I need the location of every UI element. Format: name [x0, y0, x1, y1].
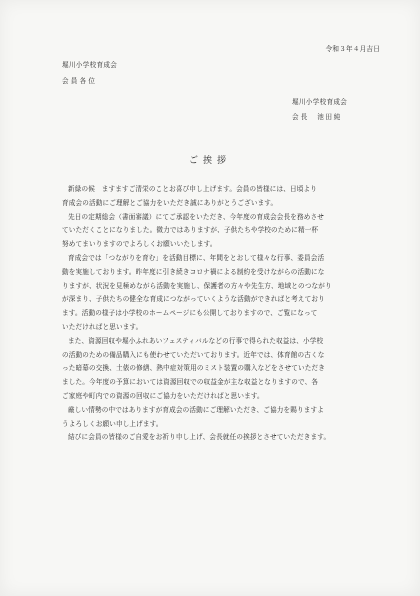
paragraph-first-line: 厳しい情勢の中ではありますが育成会の活動にご理解いただき、ご協力を賜りますよ	[68, 405, 324, 414]
paragraph-line: の活動のための備品購入にも使わせていただいております。近年では、体育館の古くな	[62, 350, 325, 359]
paragraph-first-line: 結びに会員の皆様のご自愛をお祈り申し上げ、会長就任の挨拶とさせていただきます。	[68, 433, 331, 442]
sender-signature	[292, 114, 342, 121]
paragraph-line: ます。活動の様子は小学校のホームページにも公開しておりますので、ご覧になって	[62, 309, 318, 318]
paragraph-line: ました。今年度の予算においては資源回収での収益金が主な収益となりますので、各	[62, 378, 319, 387]
paragraph-first-line: 先日の定期総会（書面審議）にてご承認をいただき、今年度の育成会会長を務めさせ	[68, 212, 324, 221]
paragraph-line: いただければと思います。	[62, 322, 143, 331]
paragraph-line: りますが、状況を見極めながら活動を実施し、保護者の方々や先生方、地域とのつながり	[62, 281, 332, 290]
letter-title: ご挨拶	[188, 156, 231, 166]
sender-organization: 堀川小学校育成会	[292, 98, 348, 106]
paragraph-line: 育成会の活動にご理解とご協力をいただき誠にありがとうございます。	[62, 198, 278, 207]
paragraph-first-line: 育成会では「つながりを育む」を活動目標に、年間をとおして様々な行事、委員会活	[68, 253, 325, 262]
sender-role: 会長	[292, 113, 310, 121]
paragraph-line: ご家庭や町内での資源の回収にご協力をいただければと思います。	[62, 391, 264, 400]
recipient-organization: 堀川小学校育成会	[62, 61, 118, 69]
sender-name: 池田純	[317, 113, 342, 121]
paragraph-first-line: 新緑の候 ますますご清栄のことお喜び申し上げます。会員の皆様には、日頃より	[68, 185, 317, 193]
recipient-members: 会員各位	[62, 77, 98, 85]
paragraph-line: うよろしくお願い申し上げます。	[62, 419, 163, 428]
letter-date: 令和３年４月吉日	[325, 45, 380, 53]
paragraph-line: 動を実施しております。昨年度に引き続きコロナ禍による制約を受けながらの活動にな	[62, 267, 325, 276]
paragraph-first-line: また、資源回収や堀小ふれあいフェスティバルなどの行事で得られた収益は、小学校	[68, 336, 324, 345]
paragraph-line: ていただくことになりました。微力ではありますが、子供たちや学校のために精一杯	[62, 226, 319, 235]
paragraph-line: った暗幕の交換、土俵の修繕、熱中症対策用のミスト装置の購入などをさせていただき	[62, 364, 326, 373]
paragraph-line: 努めてまいりますのでよろしくお願いいたします。	[62, 240, 217, 249]
letter-body	[62, 183, 364, 445]
paragraph-line: が深まり、子供たちの健全な育成につながっていくような活動ができればと考えており	[62, 295, 325, 304]
